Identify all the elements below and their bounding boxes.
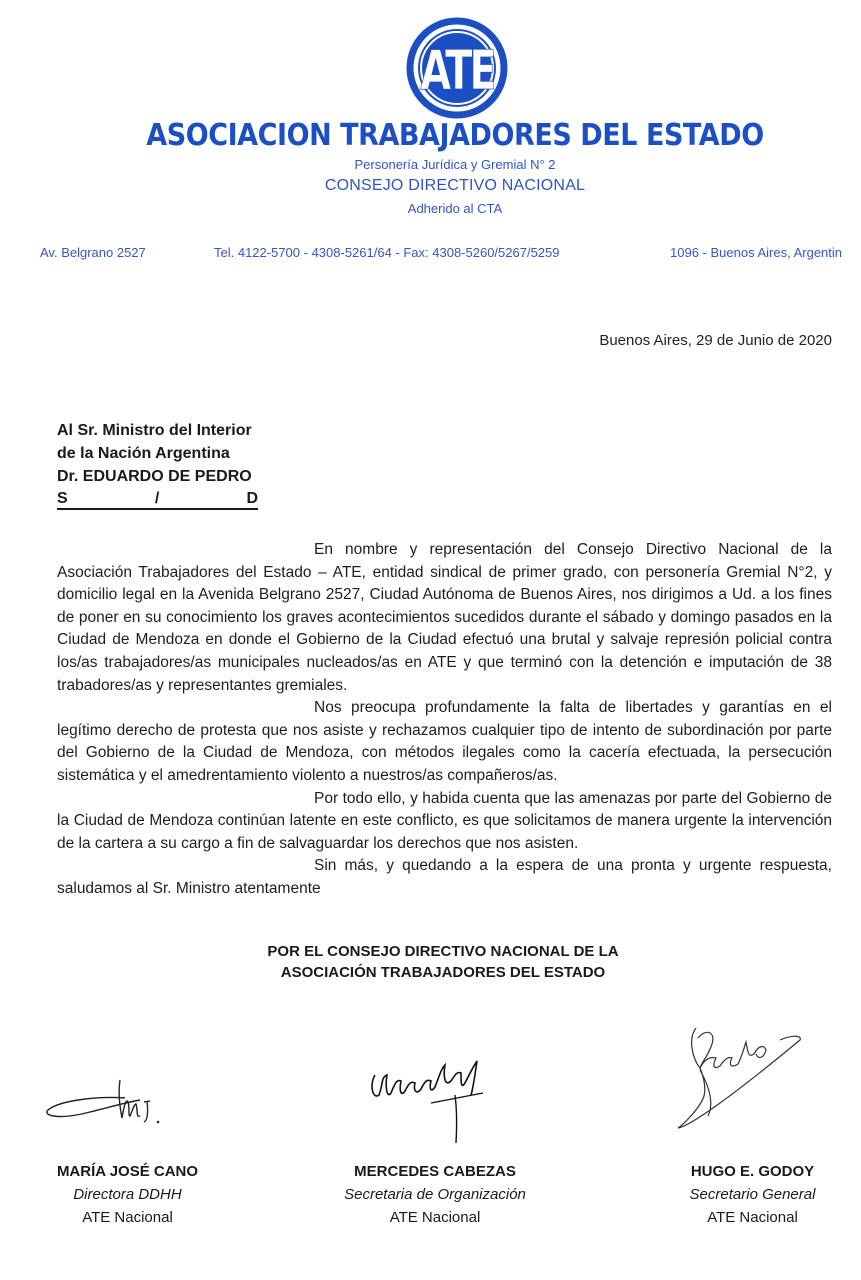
signature-cano-icon (40, 1068, 190, 1138)
council-name: CONSEJO DIRECTIVO NACIONAL (324, 177, 586, 194)
signatory-block (650, 1160, 855, 1229)
affiliation: Adherido al CTA (407, 201, 503, 216)
ate-circle-logo-icon (405, 16, 509, 120)
signatory-name: MARÍA JOSÉ CANO (56, 1163, 199, 1180)
signatory-role: Secretaria de Organización (344, 1186, 526, 1203)
organization-name: ASOCIACION TRABAJADORES DEL ESTADO (146, 118, 764, 153)
legal-status: Personería Jurídica y Gremial N° 2 (354, 157, 556, 172)
signatory-name: MERCEDES CABEZAS (354, 1163, 516, 1180)
signatory-org: ATE Nacional (389, 1209, 481, 1226)
recipient-block (57, 419, 258, 510)
signatory-block (30, 1160, 225, 1229)
letterhead-phones: Tel. 4122-5700 - 4308-5261/64 - Fax: 4308-5260/5267/5259 (214, 245, 560, 260)
closing-heading: POR EL CONSEJO DIRECTIVO NACIONAL DE LA ASOCIACIÓN TRABAJADORES DEL ESTADO (267, 943, 619, 981)
signatory-block (320, 1160, 550, 1229)
recipient-line: Al Sr. Ministro del Interior (57, 422, 252, 439)
paragraph: Nos preocupa profundamente la falta de libertades y garantías en el legítimo derecho de protesta que nos asiste y rechazamos cualquier tipo de intento de subordinación por parte del Gobierno de la Ciudad de Mendoza, con métodos ilegales como la cacería efectuada, la persecución sistemática y el amedrentamiento violento a nuestros/as compañeros/as. (57, 699, 832, 784)
signature-godoy-icon (670, 1018, 810, 1133)
signatory-role: Secretario General (689, 1186, 816, 1203)
svg-text:ATE: ATE (420, 40, 494, 103)
letter-date: Buenos Aires, 29 de Junio de 2020 (599, 332, 832, 349)
signature-cabezas-icon (365, 1055, 505, 1145)
paragraph: Por todo ello, y habida cuenta que las amenazas por parte del Gobierno de la Ciudad de Mendoza continúan latente en este conflicto, es que solicitamos de manera urgente la intervención de la cartera a su cargo a fin de salvaguardar los derechos que nos asisten. (57, 789, 832, 852)
signatory-role: Directora DDHH (73, 1186, 182, 1203)
signatory-name: HUGO E. GODOY (690, 1163, 815, 1180)
signatory-org: ATE Nacional (82, 1209, 173, 1226)
recipient-line: de la Nación Argentina (57, 445, 230, 462)
paragraph: En nombre y representación del Consejo Directivo Nacional de la Asociación Trabajadores del Estado – ATE, entidad sindical de primer grado, con personería Gremial N°2, y domicilio legal en la Avenida Belgrano 2527, Ciudad Autónoma de Buenos Aires, nos dirigimos a Ud. a los fines de poner en su conocimiento los graves acontecimientos sucedidos durante el sábado y domingo pasados en la Ciudad de Mendoza en donde el Gobierno de la Ciudad efectuó una brutal y salvaje represión policial contra los/as trabajadores/as municipales nucleados/as en ATE y que terminó con la detención e imputación de 38 trabadores/as y representantes gremiales. (57, 541, 832, 694)
recipient-name: Dr. EDUARDO DE PEDRO (57, 468, 252, 485)
signatory-org: ATE Nacional (707, 1209, 798, 1226)
letterhead-city: 1096 - Buenos Aires, Argentin (670, 245, 843, 260)
paragraph: Sin más, y quedando a la espera de una pronta y urgente respuesta, saludamos al Sr. Ministro atentamente (57, 857, 832, 897)
letter-body (57, 539, 832, 901)
sd-salutation: S / D (57, 490, 258, 510)
letterhead-address: Av. Belgrano 2527 (40, 245, 146, 260)
